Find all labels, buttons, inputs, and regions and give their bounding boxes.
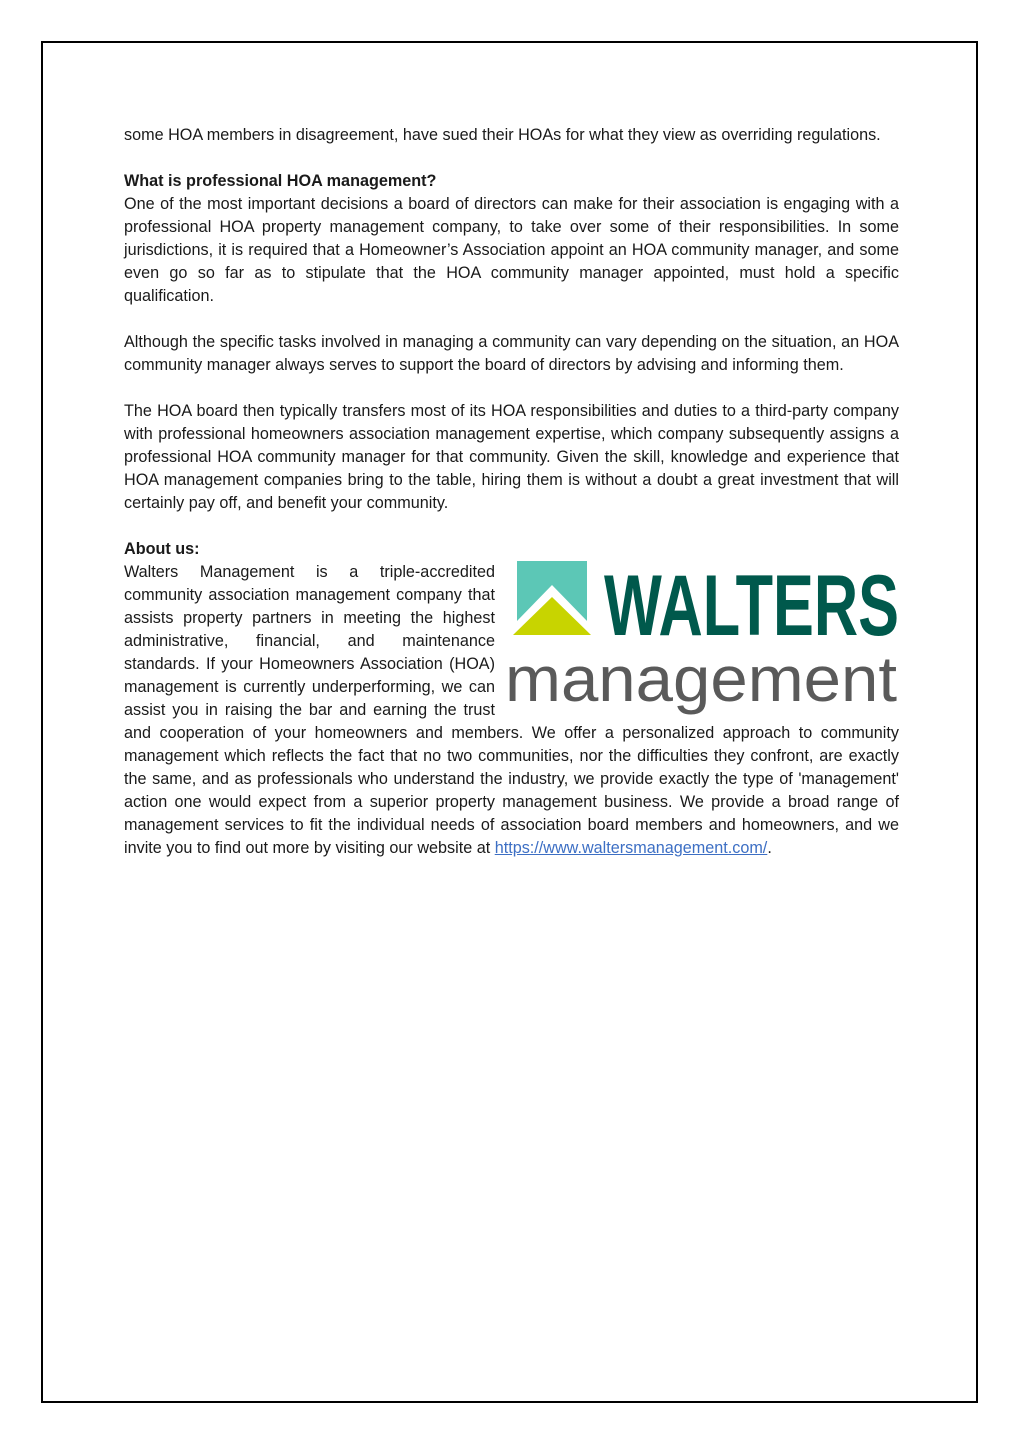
section-paragraph-1: One of the most important decisions a board of directors can make for their association is engaging with a professional HOA property management company, to take over some of their responsibilities. In some jurisdictions, it is required that a Homeowner’s Association appoint an HOA community manager, and some even go so far as to stipulate that the HOA community manager appointed, must hold a specific qualification. [124, 195, 899, 305]
section-paragraph-3: The HOA board then typically transfers most of its HOA responsibilities and duties to a third-party company with professional homeowners association management expertise, which company subsequently assigns a professional HOA community manager for that community. Given the skill, knowledge and experience that HOA management companies bring to the table, hiring them is without a doubt a great investment that will certainly pay off, and benefit your community. [124, 402, 899, 512]
paragraph-spacer [124, 377, 899, 400]
section-paragraph-2: Although the specific tasks involved in managing a community can vary depending on the situation, an HOA community manager always serves to support the board of directors by advising and informing them. [124, 333, 899, 374]
logo-wordmark-walters: WALTERS [604, 558, 899, 654]
section-heading-professional-management: What is professional HOA management? [124, 172, 437, 190]
about-section [124, 558, 899, 860]
paragraph-spacer [124, 515, 899, 538]
logo-wordmark-management: management [505, 643, 898, 715]
document-body [124, 124, 899, 860]
about-paragraph-trailing: . [767, 839, 772, 857]
paragraph-spacer [124, 147, 899, 170]
about-paragraph-text: Walters Management is a triple-accredited community association management company that assists property partners in meeting the highest administrative, financial, and maintenance standards. If your Homeowners Association (HOA) management is currently underperforming, we can assist you in raising the bar and earning the trust and cooperation of your homeowners and members. We offer a personalized approach to community management which reflects the fact that no two communities, nor the difficulties they confront, are exactly the same, and as professionals who understand the industry, we provide exactly the type of 'management' action one would expect from a superior property management business. We provide a broad range of management services to fit the individual needs of association board members and homeowners, and we invite you to find out more by visiting our website at [124, 563, 899, 857]
walters-management-logo [505, 558, 899, 719]
website-link[interactable]: https://www.waltersmanagement.com/ [494, 839, 768, 857]
intro-paragraph: some HOA members in disagreement, have sued their HOAs for what they view as overriding regulations. [124, 126, 881, 144]
about-heading: About us: [124, 540, 200, 558]
walters-logo-graphic [505, 558, 899, 719]
paragraph-spacer [124, 308, 899, 331]
